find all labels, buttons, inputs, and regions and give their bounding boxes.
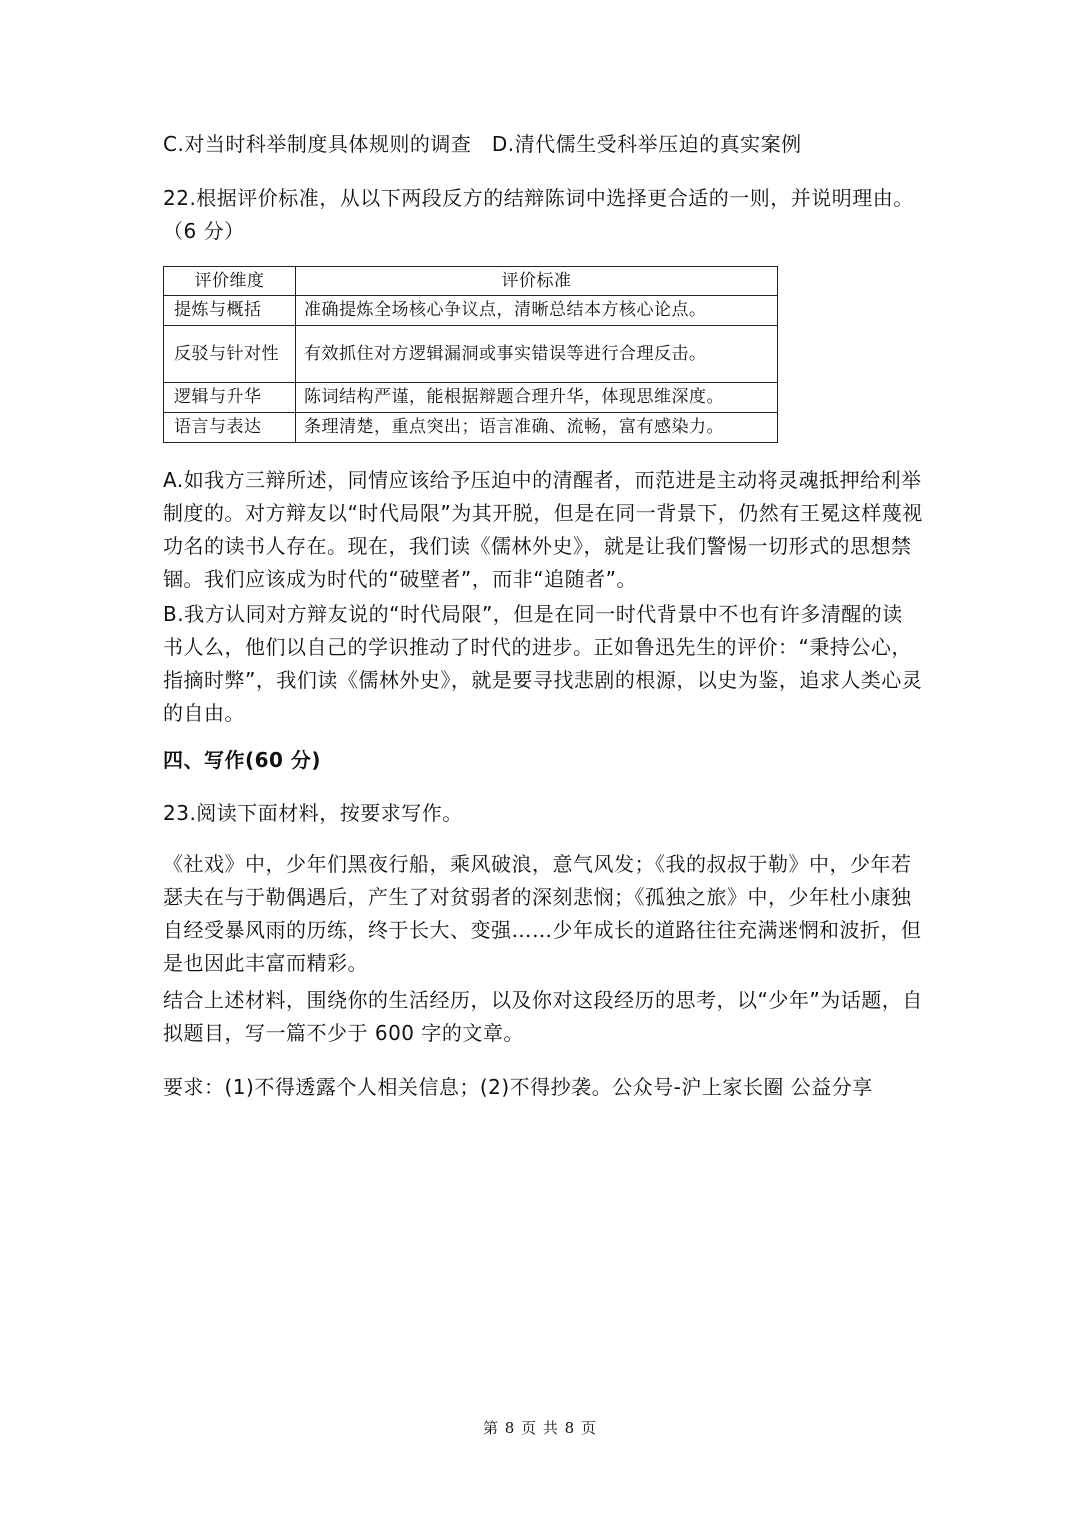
task-paragraph: 结合上述材料，围绕你的生活经历，以及你对这段经历的思考，以“少年”为话题，自拟题目，写一篇不少于 600 字的文章。	[163, 988, 923, 1045]
table-row	[164, 413, 778, 443]
evaluation-table	[163, 266, 778, 443]
table-cell-standard: 条理清楚，重点突出；语言准确、流畅，富有感染力。	[296, 413, 778, 443]
table-cell-dimension: 逻辑与升华	[164, 383, 296, 413]
table-cell-dimension: 反驳与针对性	[164, 326, 296, 383]
table-cell-standard: 有效抓住对方逻辑漏洞或事实错误等进行合理反击。	[296, 326, 778, 383]
table-header-standard: 评价标准	[296, 267, 778, 296]
page-footer: 第 8 页 共 8 页	[483, 1419, 597, 1437]
table-cell-standard: 陈词结构严谨，能根据辩题合理升华，体现思维深度。	[296, 383, 778, 413]
option-a-paragraph: A.如我方三辩所述，同情应该给予压迫中的清醒者，而范进是主动将灵魂抵押给利举制度的。对方辩友以“时代局限”为其开脱，但是在同一背景下，仍然有王冕这样蔑视功名的读书人存在。现在，我们读《儒林外史》，就是让我们警惕一切形式的思想禁锢。我们应该成为时代的“破壁者”，而非“追随者”。	[163, 468, 923, 591]
q23-prompt: 23.阅读下面材料，按要求写作。	[163, 801, 463, 825]
table-cell-dimension: 语言与表达	[164, 413, 296, 443]
table-row	[164, 296, 778, 326]
table-header-row	[164, 267, 778, 296]
section-heading: 四、写作(60 分)	[163, 748, 322, 772]
option-b-paragraph: B.我方认同对方辩友说的“时代局限”，但是在同一时代背景中不也有许多清醒的读书人么，他们以自己的学识推动了时代的进步。正如鲁迅先生的评价：“秉持公心，指摘时弊”，我们读《儒林外史》，就是要寻找悲剧的根源，以史为鉴，追求人类心灵的自由。	[163, 602, 923, 725]
requirements-line: 要求：(1)不得透露个人相关信息；(2)不得抄袭。公众号-沪上家长圈 公益分享	[163, 1075, 873, 1099]
table-header-dimension: 评价维度	[164, 267, 296, 296]
table-cell-dimension: 提炼与概括	[164, 296, 296, 326]
q21-options-line: C.对当时科举制度具体规则的调查 D.清代儒生受科举压迫的真实案例	[163, 132, 802, 156]
table-row	[164, 326, 778, 383]
q22-prompt: 22.根据评价标准，从以下两段反方的结辩陈词中选择更合适的一则，并说明理由。（6 分）	[163, 186, 914, 243]
material-paragraph: 《社戏》中，少年们黑夜行船，乘风破浪，意气风发；《我的叔叔于勒》中，少年若瑟夫在与于勒偶遇后，产生了对贫弱者的深刻悲悯；《孤独之旅》中，少年杜小康独自经受暴风雨的历练，终于长大、变强……少年成长的道路往往充满迷惘和波折，但是也因此丰富而精彩。	[163, 852, 922, 975]
table-row	[164, 383, 778, 413]
table-cell-standard: 准确提炼全场核心争议点，清晰总结本方核心论点。	[296, 296, 778, 326]
